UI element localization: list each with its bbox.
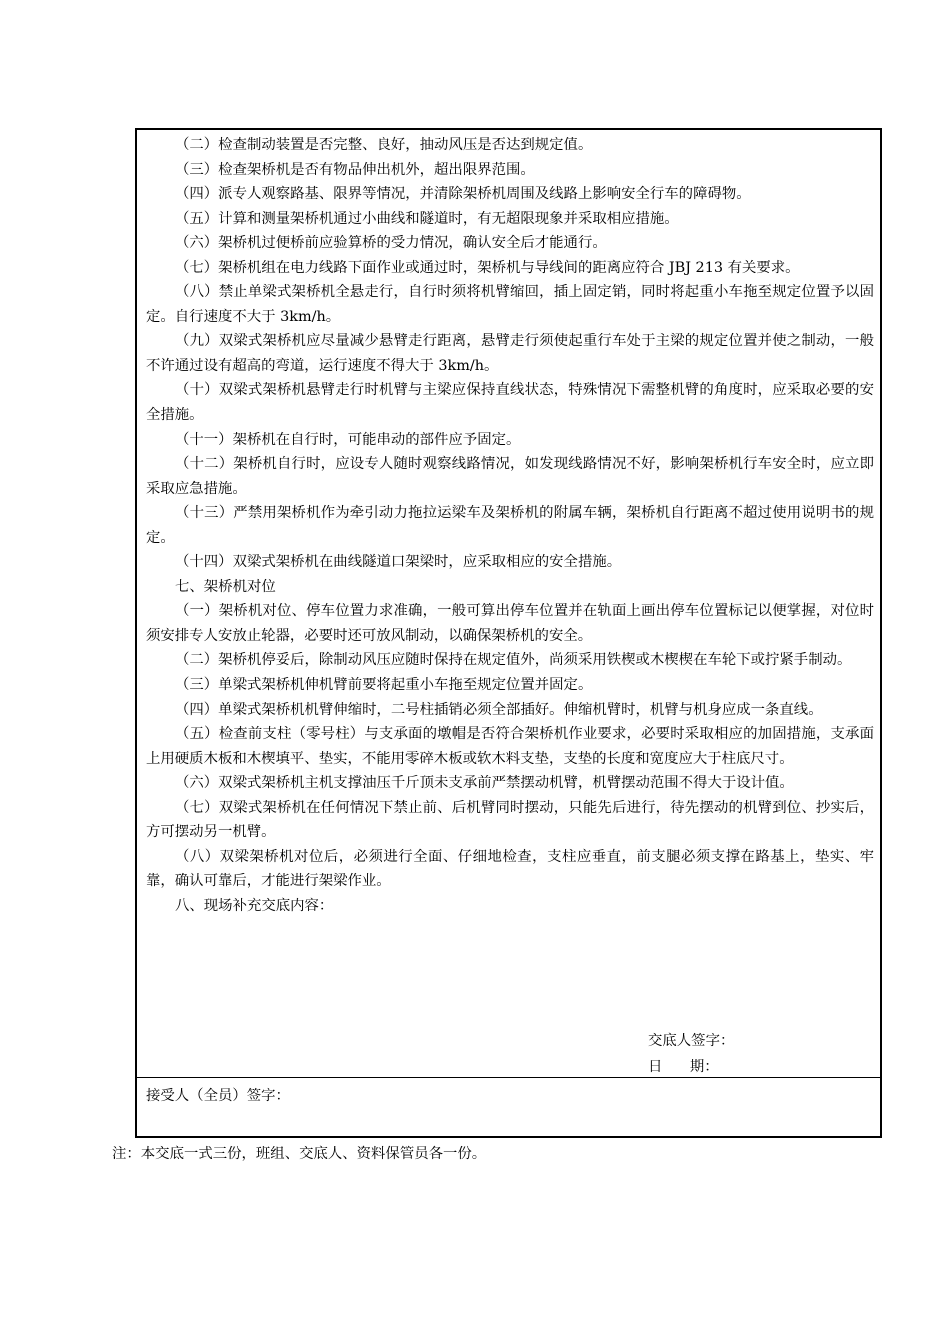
paragraph: （六）架桥机过便桥前应验算桥的受力情况，确认安全后才能通行。 (175, 235, 607, 252)
paragraph: （八）双梁架桥机对位后，必须进行全面、仔细地检查，支柱应垂直，前支腿必须支撑在路基上，垫实、牢靠，确认可靠后，才能进行架梁作业。 (146, 848, 874, 890)
paragraph: （七）架桥机组在电力线路下面作业或通过时，架桥机与导线间的距离应符合 JBJ 213 有关要求。 (175, 259, 800, 276)
paragraph: （十三）严禁用架桥机作为牵引动力拖拉运梁车及架桥机的附属车辆，架桥机自行距离不超过使用说明书的规定。 (146, 505, 874, 546)
section-heading: 七、架桥机对位 (175, 578, 276, 595)
presenter-signature-label: 交底人签字： (648, 1033, 735, 1049)
paragraph: （一）架桥机对位、停车位置力求准确，一般可算出停车位置并在轨面上画出停车位置标记以便掌握，对位时须安排专人安放止轮器，必要时还可放风制动，以确保架桥机的安全。 (146, 603, 874, 644)
paragraph: （二）架桥机停妥后，除制动风压应随时保持在规定值外，尚须采用铁楔或木楔楔在车轮下或拧紧手制动。 (175, 652, 852, 669)
paragraph: （八）禁止单梁式架桥机全悬走行，自行时须将机臂缩回，插上固定销，同时将起重小车拖至规定位置予以固定。自行速度不大于 3km/h。 (146, 284, 874, 325)
paragraph: （六）双梁式架桥机主机支撑油压千斤顶未支承前严禁摆动机臂，机臂摆动范围不得大于设计值。 (175, 775, 794, 792)
content-cell (137, 130, 880, 1078)
paragraph: （五）检查前支柱（零号柱）与支承面的墩帽是否符合架桥机作业要求，必要时采取相应的加固措施，支承面上用硬质木板和木楔填平、垫实，不能用零碎木板或软木料支垫，支垫的长度和宽度应大于柱底尺寸。 (146, 726, 874, 767)
paragraph: （五）计算和测量架桥机通过小曲线和隧道时，有无超限现象并采取相应措施。 (175, 210, 679, 227)
disclosure-table (135, 128, 882, 1138)
receiver-signature-label: 接受人（全员）签字： (146, 1088, 290, 1104)
paragraph: （十一）架桥机在自行时，可能串动的部件应予固定。 (175, 431, 521, 448)
section-heading: 八、现场补充交底内容： (175, 897, 334, 914)
date-label: 日 期： (648, 1059, 719, 1075)
paragraph: （四）单梁式架桥机机臂伸缩时，二号柱插销必须全部插好。伸缩机臂时，机臂与机身应成一条直线。 (175, 701, 823, 718)
paragraph: （七）双梁式架桥机在任何情况下禁止前、后机臂同时摆动，只能先后进行，待先摆动的机臂到位、抄实后，方可摆动另一机臂。 (146, 799, 874, 841)
paragraph: （九）双梁式架桥机应尽量减少悬臂走行距离，悬臂走行须使起重行车处于主梁的规定位置并使之制动，一般不许通过设有超高的弯道，运行速度不得大于 3km/h。 (146, 333, 874, 374)
paragraph: （十二）架桥机自行时，应设专人随时观察线路情况，如发现线路情况不好，影响架桥机行车安全时，应立即采取应急措施。 (146, 456, 874, 497)
paragraph: （三）检查架桥机是否有物品伸出机外，超出限界范围。 (175, 161, 535, 178)
paragraph: （二）检查制动装置是否完整、良好，抽动风压是否达到规定值。 (175, 137, 593, 153)
paragraph: （十四）双梁式架桥机在曲线隧道口架梁时，应采取相应的安全措施。 (175, 554, 622, 571)
footnote: 注：本交底一式三份，班组、交底人、资料保管员各一份。 (112, 1146, 487, 1162)
paragraph: （十）双梁式架桥机悬臂走行时机臂与主梁应保持直线状态，特殊情况下需整机臂的角度时，应采取必要的安全措施。 (146, 382, 874, 424)
body-text (137, 130, 880, 919)
paragraph: （三）单梁式架桥机伸机臂前要将起重小车拖至规定位置并固定。 (175, 677, 593, 694)
paragraph: （四）派专人观察路基、限界等情况，并清除架桥机周围及线路上影响安全行车的障碍物。 (175, 186, 751, 203)
